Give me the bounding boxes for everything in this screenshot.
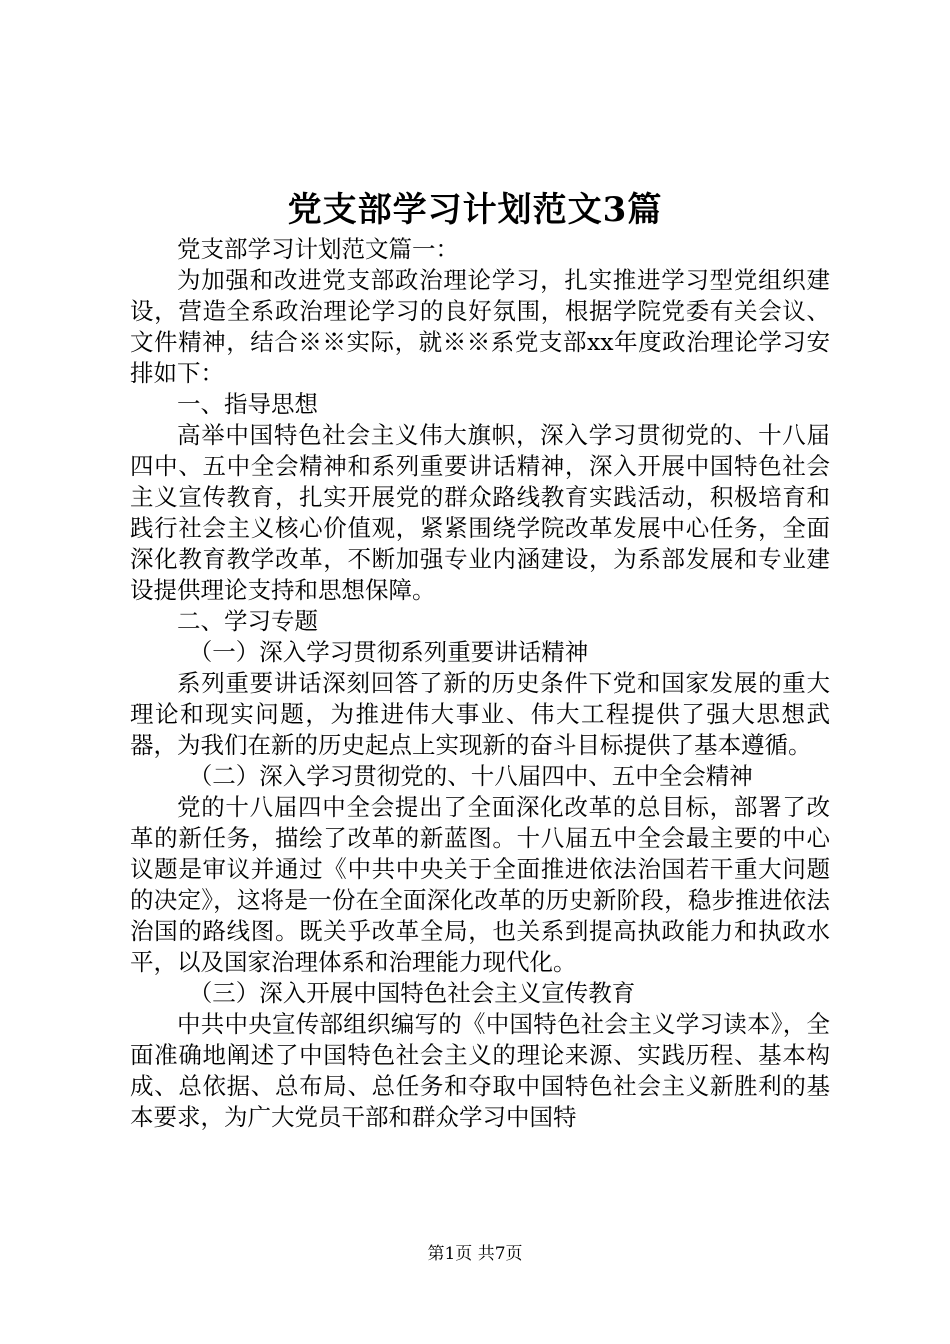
paragraph-body: 系列重要讲话深刻回答了新的历史条件下党和国家发展的重大理论和现实问题，为推进伟大事业、伟大工程提供了强大思想武器，为我们在新的历史起点上实现新的奋斗目标提供了基本遵循。 (130, 669, 830, 759)
document-title: 党支部学习计划范文3篇 (287, 190, 663, 230)
page-number-footer: 第1页 共7页 (427, 1244, 523, 1264)
paragraph-body: 中共中央宣传部组织编写的《中国特色社会主义学习读本》，全面准确地阐述了中国特色社会主义的理论来源、实践历程、基本构成、总依据、总布局、总任务和夺取中国特色社会主义新胜利的基本要求，为广大党员干部和群众学习中国特 (130, 1010, 830, 1131)
paragraph-heading-guiding-thought: 一、指导思想 (177, 390, 318, 418)
paragraph-subheading-3: （三）深入开展中国特色社会主义宣传教育 (188, 979, 636, 1007)
document-body (130, 234, 830, 1133)
paragraph-body: 党的十八届四中全会提出了全面深化改革的总目标，部署了改革的新任务，描绘了改革的新蓝图。十八届五中全会最主要的中心议题是审议并通过《中共中央关于全面推进依法治国若干重大问题的决定》，这将是一份在全面深化改革的历史新阶段，稳步推进依法治国的路线图。既关乎改革全局，也关系到提高执政能力和执政水平，以及国家治理体系和治理能力现代化。 (130, 793, 830, 976)
paragraph-heading-study-topics: 二、学习专题 (177, 607, 318, 635)
paragraph-section-intro: 党支部学习计划范文篇一： (177, 235, 459, 263)
paragraph-subheading-2: （二）深入学习贯彻党的、十八届四中、五中全会精神 (188, 762, 753, 790)
paragraph-subheading-1: （一）深入学习贯彻系列重要讲话精神 (188, 638, 589, 666)
paragraph-body: 为加强和改进党支部政治理论学习，扎实推进学习型党组织建设，营造全系政治理论学习的良好氛围，根据学院党委有关会议、文件精神，结合※※实际，就※※系党支部xx年度政治理论学习安排如下： (130, 266, 830, 387)
paragraph-body: 高举中国特色社会主义伟大旗帜，深入学习贯彻党的、十八届四中、五中全会精神和系列重要讲话精神，深入开展中国特色社会主义宣传教育，扎实开展党的群众路线教育实践活动，积极培育和践行社会主义核心价值观，紧紧围绕学院改革发展中心任务，全面深化教育教学改革，不断加强专业内涵建设，为系部发展和专业建设提供理论支持和思想保障。 (130, 421, 830, 604)
